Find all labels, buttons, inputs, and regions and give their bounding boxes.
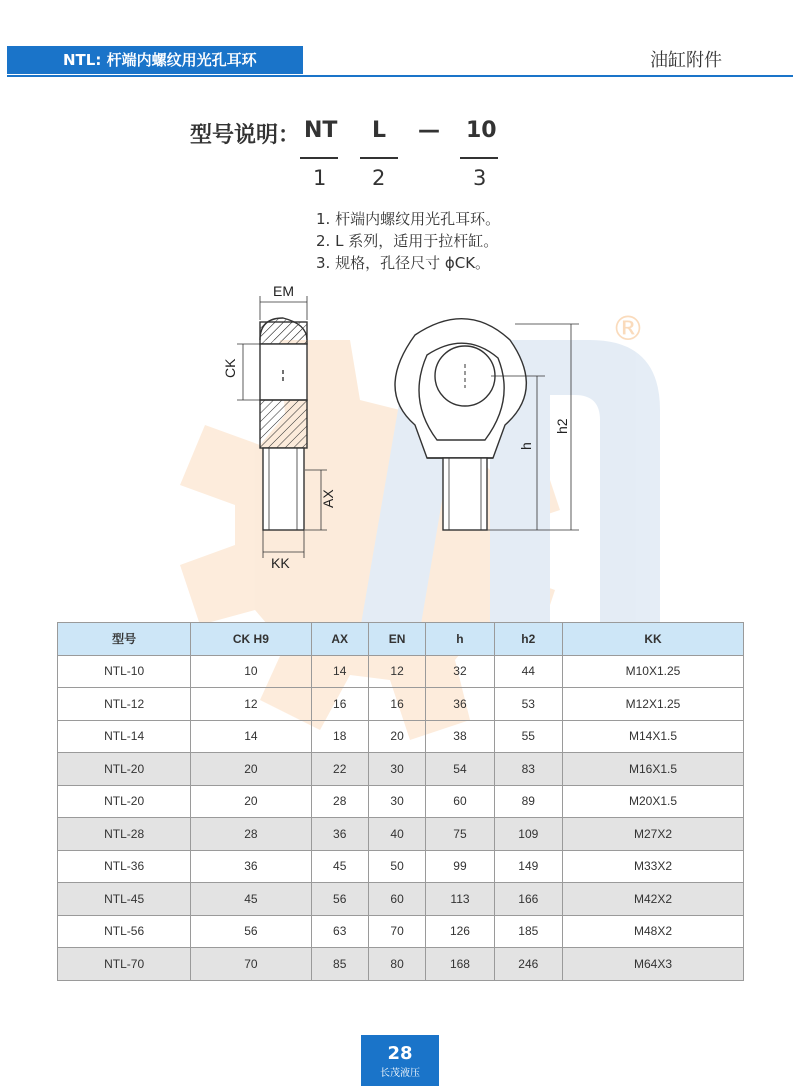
table-header-row xyxy=(58,623,744,656)
table-cell: 30 xyxy=(368,785,425,818)
table-cell: 32 xyxy=(426,655,494,688)
table-row xyxy=(58,948,744,981)
table-cell: M42X2 xyxy=(562,883,743,916)
spec-table xyxy=(57,622,744,981)
table-cell: 10 xyxy=(191,655,311,688)
table-cell: 36 xyxy=(311,818,368,851)
table-cell: 60 xyxy=(426,785,494,818)
table-cell: M14X1.5 xyxy=(562,720,743,753)
col-header: AX xyxy=(311,623,368,656)
table-cell: 246 xyxy=(494,948,562,981)
model-part-l: L xyxy=(372,118,387,143)
table-cell: 36 xyxy=(426,688,494,721)
table-cell: 53 xyxy=(494,688,562,721)
table-row xyxy=(58,753,744,786)
table-cell: NTL-10 xyxy=(58,655,191,688)
technical-drawing xyxy=(215,280,645,571)
table-row xyxy=(58,688,744,721)
underline-1 xyxy=(300,157,338,159)
table-cell: NTL-28 xyxy=(58,818,191,851)
table-cell: M48X2 xyxy=(562,915,743,948)
dim-label-h2: h2 xyxy=(554,418,570,434)
table-cell: 168 xyxy=(426,948,494,981)
table-row xyxy=(58,915,744,948)
front-view-eye xyxy=(395,319,526,458)
underline-3 xyxy=(460,157,498,159)
col-header: 型号 xyxy=(58,623,191,656)
table-cell: 16 xyxy=(368,688,425,721)
table-cell: 12 xyxy=(191,688,311,721)
table-cell: NTL-56 xyxy=(58,915,191,948)
col-header: h2 xyxy=(494,623,562,656)
table-cell: 56 xyxy=(191,915,311,948)
table-cell: 75 xyxy=(426,818,494,851)
table-cell: M16X1.5 xyxy=(562,753,743,786)
model-index-2: 2 xyxy=(372,166,386,190)
table-cell: 20 xyxy=(191,785,311,818)
table-cell: 185 xyxy=(494,915,562,948)
model-part-nt: NT xyxy=(304,118,338,143)
table-cell: 40 xyxy=(368,818,425,851)
table-row xyxy=(58,785,744,818)
dim-label-ax: AX xyxy=(320,489,336,508)
page-badge xyxy=(361,1035,439,1086)
dim-label-em: EM xyxy=(273,283,294,299)
col-header: EN xyxy=(368,623,425,656)
category-label: 油缸附件 xyxy=(650,50,722,71)
table-cell: 63 xyxy=(311,915,368,948)
model-label: 型号说明： xyxy=(190,123,301,148)
section-title: NTL: 杆端内螺纹用光孔耳环 xyxy=(7,46,303,74)
table-cell: NTL-45 xyxy=(58,883,191,916)
col-header: h xyxy=(426,623,494,656)
table-cell: M12X1.25 xyxy=(562,688,743,721)
table-cell: NTL-20 xyxy=(58,785,191,818)
notes-list xyxy=(316,208,500,274)
col-header: CK H9 xyxy=(191,623,311,656)
table-row xyxy=(58,850,744,883)
table-cell: 28 xyxy=(191,818,311,851)
table-cell: 30 xyxy=(368,753,425,786)
table-cell: 54 xyxy=(426,753,494,786)
table-cell: 44 xyxy=(494,655,562,688)
table-cell: 36 xyxy=(191,850,311,883)
table-cell: 89 xyxy=(494,785,562,818)
table-cell: 60 xyxy=(368,883,425,916)
header-divider xyxy=(7,75,793,77)
table-row xyxy=(58,818,744,851)
table-cell: 149 xyxy=(494,850,562,883)
table-row xyxy=(58,655,744,688)
footer-brand: 长茂液压 xyxy=(380,1068,420,1079)
table-cell: M27X2 xyxy=(562,818,743,851)
table-cell: 56 xyxy=(311,883,368,916)
table-cell: NTL-36 xyxy=(58,850,191,883)
dim-label-h: h xyxy=(518,442,534,450)
table-cell: M10X1.25 xyxy=(562,655,743,688)
table-cell: NTL-14 xyxy=(58,720,191,753)
model-part-dash: — xyxy=(418,118,440,143)
table-row xyxy=(58,720,744,753)
table-cell: NTL-12 xyxy=(58,688,191,721)
table-cell: 55 xyxy=(494,720,562,753)
table-cell: 14 xyxy=(191,720,311,753)
table-cell: 18 xyxy=(311,720,368,753)
dim-label-ck: CK xyxy=(222,358,238,378)
table-cell: 166 xyxy=(494,883,562,916)
table-cell: NTL-70 xyxy=(58,948,191,981)
note-item: 1. 杆端内螺纹用光孔耳环。 xyxy=(316,210,501,228)
front-view-shank xyxy=(443,458,487,530)
table-cell: 99 xyxy=(426,850,494,883)
table-cell: 45 xyxy=(191,883,311,916)
side-view-top-hatch xyxy=(260,322,307,344)
table-cell: 14 xyxy=(311,655,368,688)
table-cell: M20X1.5 xyxy=(562,785,743,818)
underline-2 xyxy=(360,157,398,159)
model-index-3: 3 xyxy=(473,166,487,190)
table-cell: 70 xyxy=(191,948,311,981)
table-cell: 109 xyxy=(494,818,562,851)
table-cell: 83 xyxy=(494,753,562,786)
table-cell: 22 xyxy=(311,753,368,786)
table-cell: M33X2 xyxy=(562,850,743,883)
dim-label-kk: KK xyxy=(271,555,290,571)
table-cell: 126 xyxy=(426,915,494,948)
note-item: 2. L 系列，适用于拉杆缸。 xyxy=(316,232,499,250)
col-header: KK xyxy=(562,623,743,656)
table-cell: 80 xyxy=(368,948,425,981)
table-cell: 16 xyxy=(311,688,368,721)
table-cell: 50 xyxy=(368,850,425,883)
table-row xyxy=(58,883,744,916)
table-cell: 38 xyxy=(426,720,494,753)
table-cell: NTL-20 xyxy=(58,753,191,786)
table-cell: 45 xyxy=(311,850,368,883)
table-cell: 20 xyxy=(191,753,311,786)
model-index-1: 1 xyxy=(313,166,327,190)
side-view-lower-hatch xyxy=(260,400,307,448)
table-cell: 85 xyxy=(311,948,368,981)
table-cell: M64X3 xyxy=(562,948,743,981)
note-item: 3. 规格，孔径尺寸 ϕCK。 xyxy=(316,254,491,272)
table-cell: 70 xyxy=(368,915,425,948)
page-number: 28 xyxy=(387,1043,413,1064)
table-cell: 113 xyxy=(426,883,494,916)
table-cell: 12 xyxy=(368,655,425,688)
registered-mark: ® xyxy=(611,309,645,349)
table-cell: 20 xyxy=(368,720,425,753)
table-cell: 28 xyxy=(311,785,368,818)
model-part-size: 10 xyxy=(466,118,497,143)
